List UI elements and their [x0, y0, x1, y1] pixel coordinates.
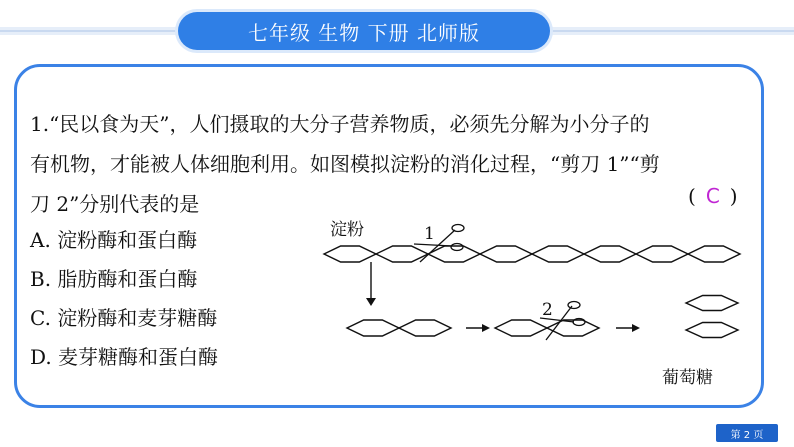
option-b: B. 脂肪酶和蛋白酶 — [30, 267, 198, 291]
right-arrow-1-icon — [466, 324, 490, 332]
right-arrow-2-icon — [616, 324, 640, 332]
option-c: C. 淀粉酶和麦芽糖酶 — [30, 306, 218, 330]
glucose-unit — [584, 246, 636, 262]
starch-chain — [324, 246, 740, 262]
answer-close: ) — [729, 184, 738, 208]
option-a: A. 淀粉酶和蛋白酶 — [30, 228, 198, 252]
glucose-unit — [686, 323, 738, 338]
glucose-unit — [688, 246, 740, 262]
answer-open: ( — [688, 184, 696, 208]
header-title: 七年级 生物 下册 北师版 — [178, 12, 550, 50]
glucose-unit — [480, 246, 532, 262]
glucose-unit — [636, 246, 688, 262]
scissors-1-label: 1 — [424, 224, 435, 244]
glucose-unit — [532, 246, 584, 262]
glucose-unit — [324, 246, 376, 262]
page-number: 第 2 页 — [716, 424, 778, 442]
glucose-unit — [399, 320, 451, 336]
glucose-unit — [686, 296, 738, 311]
starch-label: 淀粉 — [330, 220, 364, 240]
question-line-2: 有机物，才能被人体细胞利用。如图模拟淀粉的消化过程，“剪刀 1”“剪 — [30, 152, 660, 176]
question-line-3: 刀 2”分别代表的是 — [30, 192, 200, 216]
glucose-unit — [495, 320, 547, 336]
glucose-unit — [347, 320, 399, 336]
down-arrow-icon — [366, 262, 376, 306]
question-line-1: 1.“民以食为天”，人们摄取的大分子营养物质，必须先分解为小分子的 — [30, 112, 650, 136]
answer-letter: C — [705, 184, 720, 208]
scissors-2-label: 2 — [542, 300, 553, 320]
glucose-unit — [376, 246, 428, 262]
glucose-label: 葡萄糖 — [662, 368, 713, 388]
option-d: D. 麦芽糖酶和蛋白酶 — [30, 345, 219, 369]
